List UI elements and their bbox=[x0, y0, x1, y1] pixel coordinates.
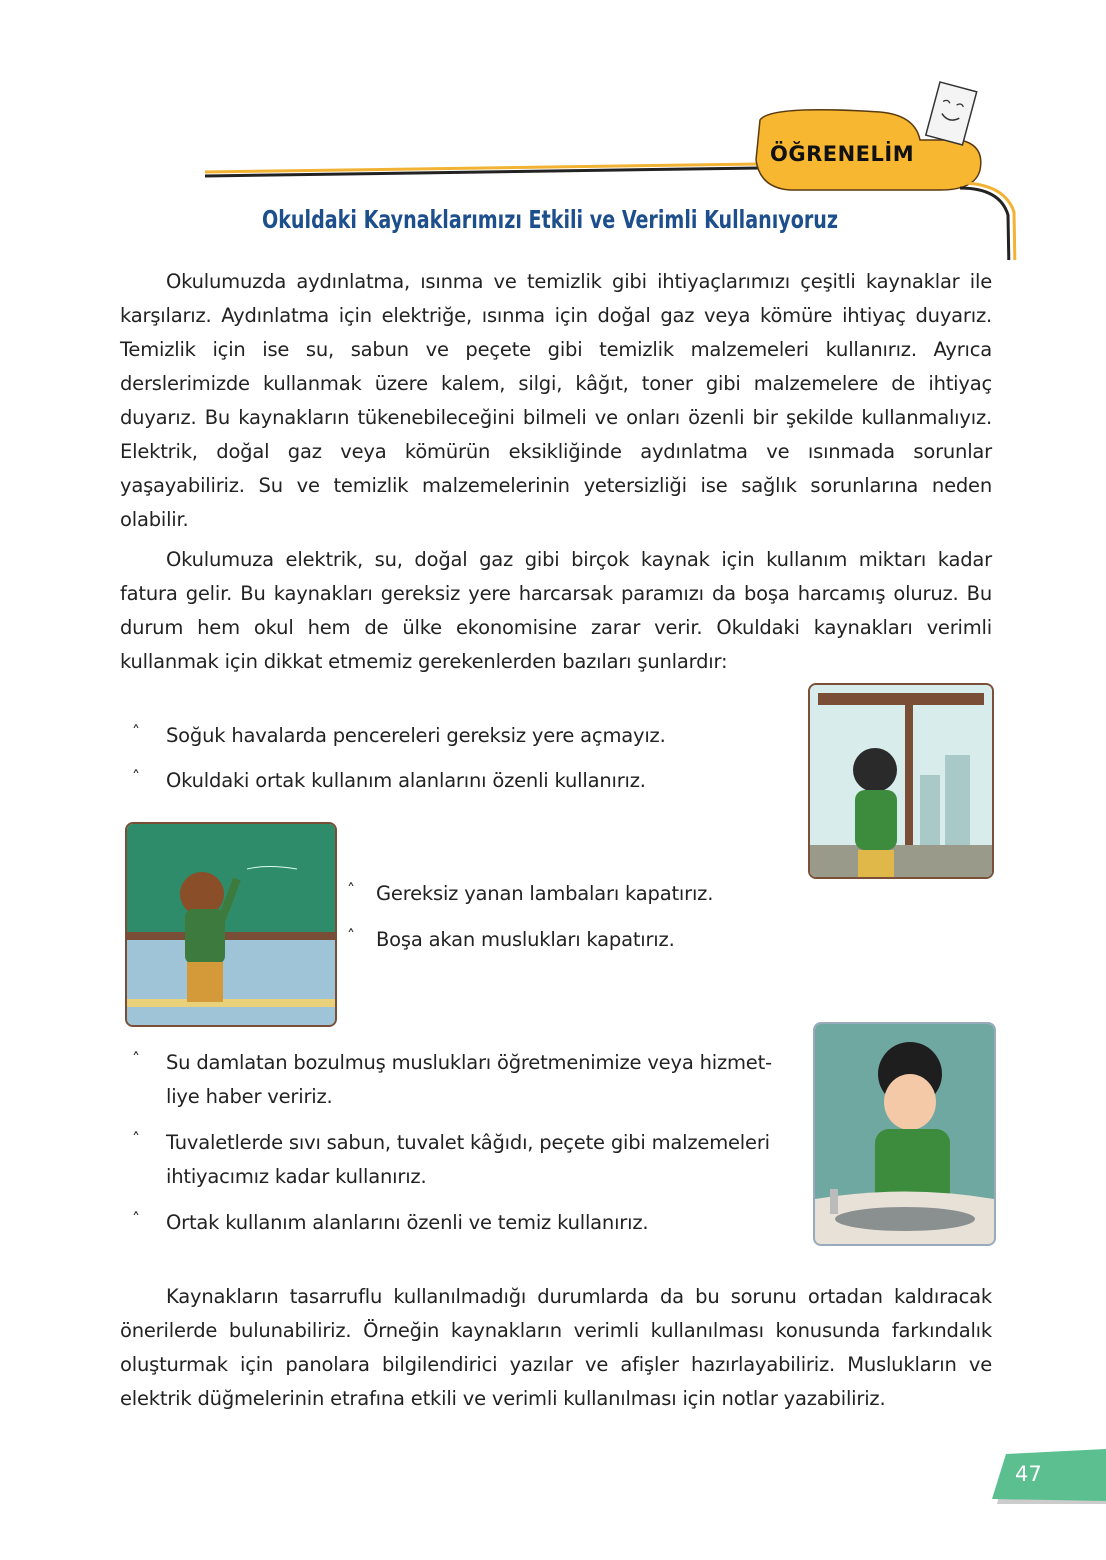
paragraph-1 bbox=[120, 265, 992, 537]
bullet-item: Okuldaki ortak kullanım alanlarını özenli kullanırız. bbox=[166, 769, 646, 792]
bullet-icon: ˄ bbox=[132, 1209, 140, 1228]
paragraph-text: Kaynakların tasarruflu kullanılmadığı durumlarda da bu sorunu ortadan kaldıracak önerilerde bulunabiliriz. Örneğin kaynakların verimli kullanılması konusunda farkındalık oluşturmak için panolara bilgilendirici yazılar ve afişler hazırlayabiliriz. Muslukların ve elektrik düğmelerinin etrafına etkili ve verimli kullanılması için notlar yazabiliriz. bbox=[120, 1285, 992, 1410]
bullet-icon: ˄ bbox=[132, 1129, 140, 1148]
page-number-tab bbox=[990, 1446, 1106, 1504]
bullet-item: Ortak kullanım alanlarını özenli ve temiz kullanırız. bbox=[166, 1211, 649, 1234]
page-number: 47 bbox=[1015, 1462, 1042, 1486]
paragraph-3 bbox=[120, 1280, 992, 1416]
page-title: Okuldaki Kaynaklarımızı Etkili ve Verimli Kullanıyoruz bbox=[261, 205, 839, 234]
bullet-icon: ˄ bbox=[132, 767, 140, 786]
chalkboard-illustration bbox=[125, 822, 337, 1027]
bullet-icon: ˄ bbox=[347, 926, 355, 945]
bullet-item: Gereksiz yanan lambaları kapatırız. bbox=[376, 882, 714, 905]
bullet-icon: ˄ bbox=[132, 722, 140, 741]
bullet-item: Soğuk havalarda pencereleri gereksiz yere açmayız. bbox=[166, 724, 666, 747]
boy-at-sink-illustration bbox=[813, 1022, 996, 1246]
bullet-item: Su damlatan bozulmuş muslukları öğretmenimize veya hizmet-liye haber veririz. bbox=[166, 1051, 772, 1108]
ogrenelim-badge: ÖĞRENELİM bbox=[770, 142, 915, 166]
book-mascot-icon bbox=[926, 82, 977, 145]
bullet-item: Tuvaletlerde sıvı sabun, tuvalet kâğıdı, peçete gibi malzemeleri ihtiyacımız kadar kullanırız. bbox=[166, 1131, 770, 1188]
paragraph-2 bbox=[120, 543, 992, 679]
bullet-icon: ˄ bbox=[347, 880, 355, 899]
bullet-item: Boşa akan muslukları kapatırız. bbox=[376, 928, 675, 951]
bullet-icon: ˄ bbox=[132, 1049, 140, 1068]
paragraph-text: Okulumuzda aydınlatma, ısınma ve temizlik gibi ihtiyaçlarımızı çeşitli kaynaklar ile karşılarız. Aydınlatma için elektriğe, ısınma için doğal gaz veya kömüre ihtiyaç duyarız. Temizlik için ise su, sabun ve peçete gibi temizlik malzemeleri kullanırız. Ayrıca derslerimizde kullanmak üzere kalem, silgi, kâğıt, toner gibi malzemelere de ihtiyaç duyarız. Bu kaynakların tükenebileceğini bilmeli ve onları özenli bir şekilde kullanmalıyız. Elektrik, doğal gaz veya kömürün eksikliğinde aydınlatma ve ısınmada sorunlar yaşayabiliriz. Su ve temizlik malzemelerinin yetersizliği ise sağlık sorunlarına neden olabilir. bbox=[120, 270, 992, 531]
paragraph-text: Okulumuza elektrik, su, doğal gaz gibi birçok kaynak için kullanım miktarı kadar fatura gelir. Bu kaynakları gereksiz yere harcarsak paramızı da boşa harcamış oluruz. Bu durum hem okul hem de ülke ekonomisine zarar verir. Okuldaki kaynakları verimli kullanmak için dikkat etmemiz gerekenlerden bazıları şunlardır: bbox=[120, 548, 992, 673]
window-illustration bbox=[808, 683, 994, 879]
